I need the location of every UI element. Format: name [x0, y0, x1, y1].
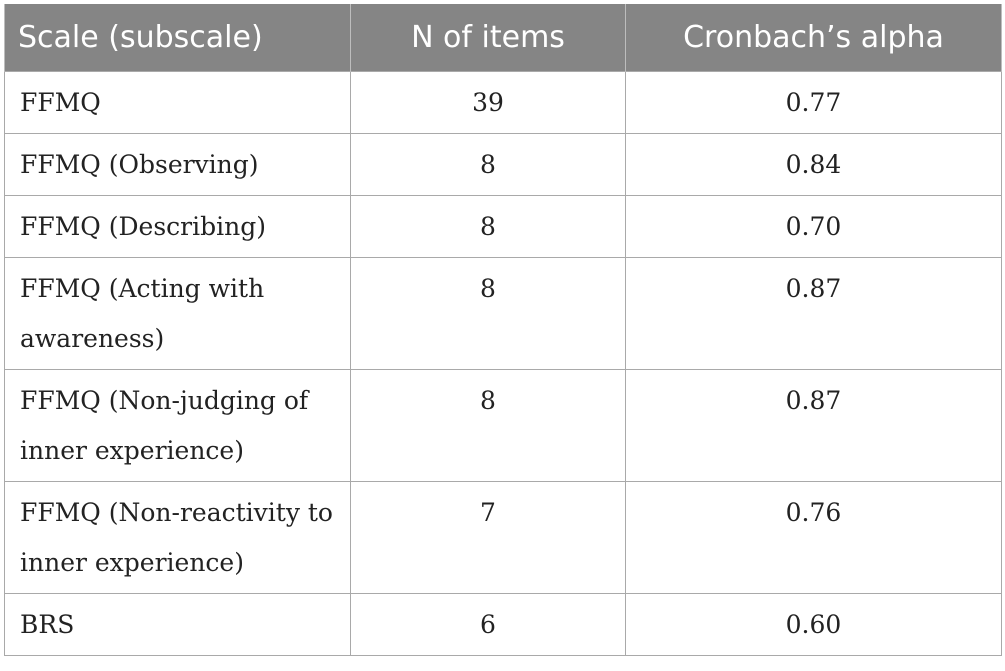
cell-n-items: 39: [351, 72, 626, 134]
table-row: [5, 196, 1002, 258]
table-row: [5, 72, 1002, 134]
header-n-items: N of items: [351, 4, 626, 72]
cell-alpha: 0.87: [626, 258, 1002, 370]
cell-alpha: 0.84: [626, 134, 1002, 196]
table-row: [5, 134, 1002, 196]
table-row: [5, 594, 1002, 656]
cell-n-items: 7: [351, 482, 626, 594]
table-body: [5, 72, 1002, 656]
cell-alpha: 0.60: [626, 594, 1002, 656]
header-scale: Scale (subscale): [5, 4, 351, 72]
cell-n-items: 8: [351, 258, 626, 370]
cell-alpha: 0.87: [626, 370, 1002, 482]
cell-alpha: 0.70: [626, 196, 1002, 258]
table-row: [5, 482, 1002, 594]
table-header: [5, 4, 1002, 72]
cell-scale: FFMQ (Non-judging of inner experience): [5, 370, 351, 482]
cell-n-items: 8: [351, 370, 626, 482]
cell-scale: FFMQ (Acting with awareness): [5, 258, 351, 370]
cell-scale: FFMQ (Non-reactivity to inner experience): [5, 482, 351, 594]
cell-n-items: 6: [351, 594, 626, 656]
table-row: [5, 370, 1002, 482]
cell-scale: FFMQ (Observing): [5, 134, 351, 196]
cell-n-items: 8: [351, 134, 626, 196]
header-row: [5, 4, 1002, 72]
table-row: [5, 258, 1002, 370]
reliability-table: [4, 4, 1002, 656]
header-cronbach-alpha: Cronbach’s alpha: [626, 4, 1002, 72]
cell-scale: FFMQ (Describing): [5, 196, 351, 258]
cell-scale: FFMQ: [5, 72, 351, 134]
cell-n-items: 8: [351, 196, 626, 258]
cell-alpha: 0.76: [626, 482, 1002, 594]
cell-alpha: 0.77: [626, 72, 1002, 134]
cell-scale: BRS: [5, 594, 351, 656]
